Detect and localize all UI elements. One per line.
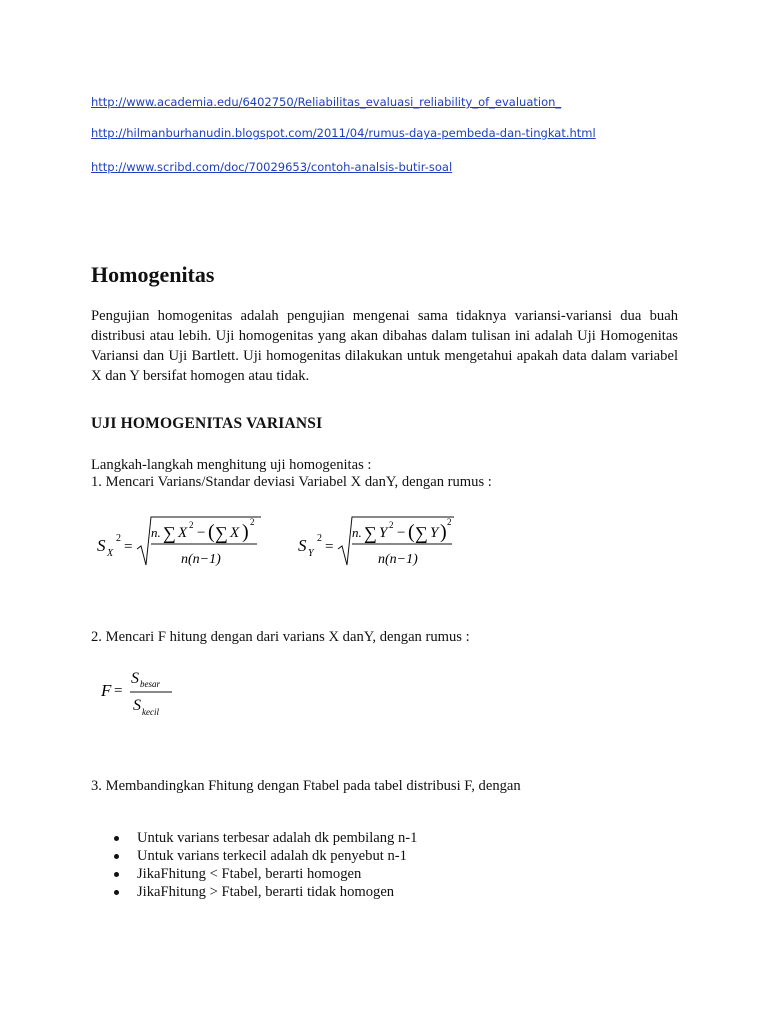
formula-square: 2 (189, 520, 194, 530)
formula-variance-x (95, 513, 265, 573)
formula-subscript: X (107, 548, 114, 559)
bullet-icon (114, 854, 119, 859)
formula-variable: X (230, 525, 240, 541)
subsection-heading: UJI HOMOGENITAS VARIANSI (91, 415, 323, 432)
list-item-text: JikaFhitung < Ftabel, berarti homogen (137, 866, 362, 882)
formula-variable: Y (430, 525, 439, 541)
list-item-text: JikaFhitung > Ftabel, berarti tidak homogen (137, 884, 395, 900)
formula-symbol: S (298, 536, 307, 555)
formula-square: 2 (389, 520, 394, 530)
formula-n: n. (352, 525, 362, 540)
list-item-text: Untuk varians terbesar adalah dk pembilang n-1 (137, 830, 418, 846)
formula-f-ratio (100, 665, 190, 721)
bullet-icon (114, 890, 119, 895)
bullet-icon (114, 836, 119, 841)
formula-minus: − (397, 525, 406, 541)
formula-subscript: Y (308, 548, 314, 559)
section-heading: Homogenitas (91, 262, 215, 287)
formula-equals: = (124, 539, 133, 555)
list-item-text: Untuk varians terkecil adalah dk penyebut n-1 (137, 848, 407, 864)
sum-symbol: ∑ (415, 523, 428, 543)
reference-link-scribd[interactable]: http://www.scribd.com/doc/70029653/contoh-analsis-butir-soal (91, 160, 453, 174)
list-item (114, 883, 417, 901)
sum-symbol: ∑ (215, 523, 228, 543)
formula-superscript: 2 (317, 533, 322, 544)
step-1-text: 1. Mencari Varians/Standar deviasi Variabel X danY, dengan rumus : (91, 474, 492, 490)
step-3-text: 3. Membandingkan Fhitung dengan Ftabel pada tabel distribusi F, dengan (91, 778, 521, 794)
formula-square: 2 (250, 517, 255, 527)
formula-n: n. (151, 525, 161, 540)
formula-equals: = (325, 539, 334, 555)
formula-square: 2 (447, 517, 452, 527)
formula-symbol: S (97, 536, 106, 555)
formula-paren-close: ) (242, 521, 249, 543)
formula-paren-close: ) (440, 521, 447, 543)
step-2-text: 2. Mencari F hitung dengan dari varians X danY, dengan rumus : (91, 629, 470, 645)
list-item (114, 829, 417, 847)
reference-link-academia[interactable]: http://www.academia.edu/6402750/Reliabilitas_evaluasi_reliability_of_evaluation_ (91, 95, 562, 109)
formula-denominator-sub: kecil (142, 707, 159, 717)
list-item (114, 847, 417, 865)
sum-symbol: ∑ (163, 523, 176, 543)
formula-numerator: S (131, 670, 139, 687)
formula-equals: = (114, 683, 123, 699)
criteria-list (114, 829, 417, 901)
formula-superscript: 2 (116, 533, 121, 544)
reference-link-blogspot[interactable]: http://hilmanburhanudin.blogspot.com/2011/04/rumus-daya-pembeda-dan-tingkat.html (91, 126, 596, 140)
formula-f-symbol: F (101, 681, 112, 700)
formula-minus: − (197, 525, 206, 541)
bullet-icon (114, 872, 119, 877)
intro-paragraph: Pengujian homogenitas adalah pengujian mengenai sama tidaknya variansi-variansi dua buah distribusi atau lebih. Uji homogenitas yang akan dibahas dalam tulisan ini adalah Uji Homogenitas Variansi dan Uji Bartlett. Uji homogenitas dilakukan untuk mengetahui apakah data dalam variabel X dan Y bersifat homogen atau tidak. (91, 308, 678, 384)
steps-intro: Langkah-langkah menghitung uji homogenitas : (91, 457, 372, 473)
formula-paren-open: ( (208, 521, 215, 543)
formula-denominator: n(n−1) (378, 552, 418, 567)
sum-symbol: ∑ (364, 523, 377, 543)
list-item (114, 865, 417, 883)
formula-numerator-sub: besar (140, 679, 160, 689)
formula-variable: X (178, 525, 188, 541)
formula-variance-y (296, 513, 466, 573)
formula-denominator: S (133, 697, 141, 714)
formula-variable: Y (379, 525, 388, 541)
formula-paren-open: ( (408, 521, 415, 543)
formula-denominator: n(n−1) (181, 552, 221, 567)
